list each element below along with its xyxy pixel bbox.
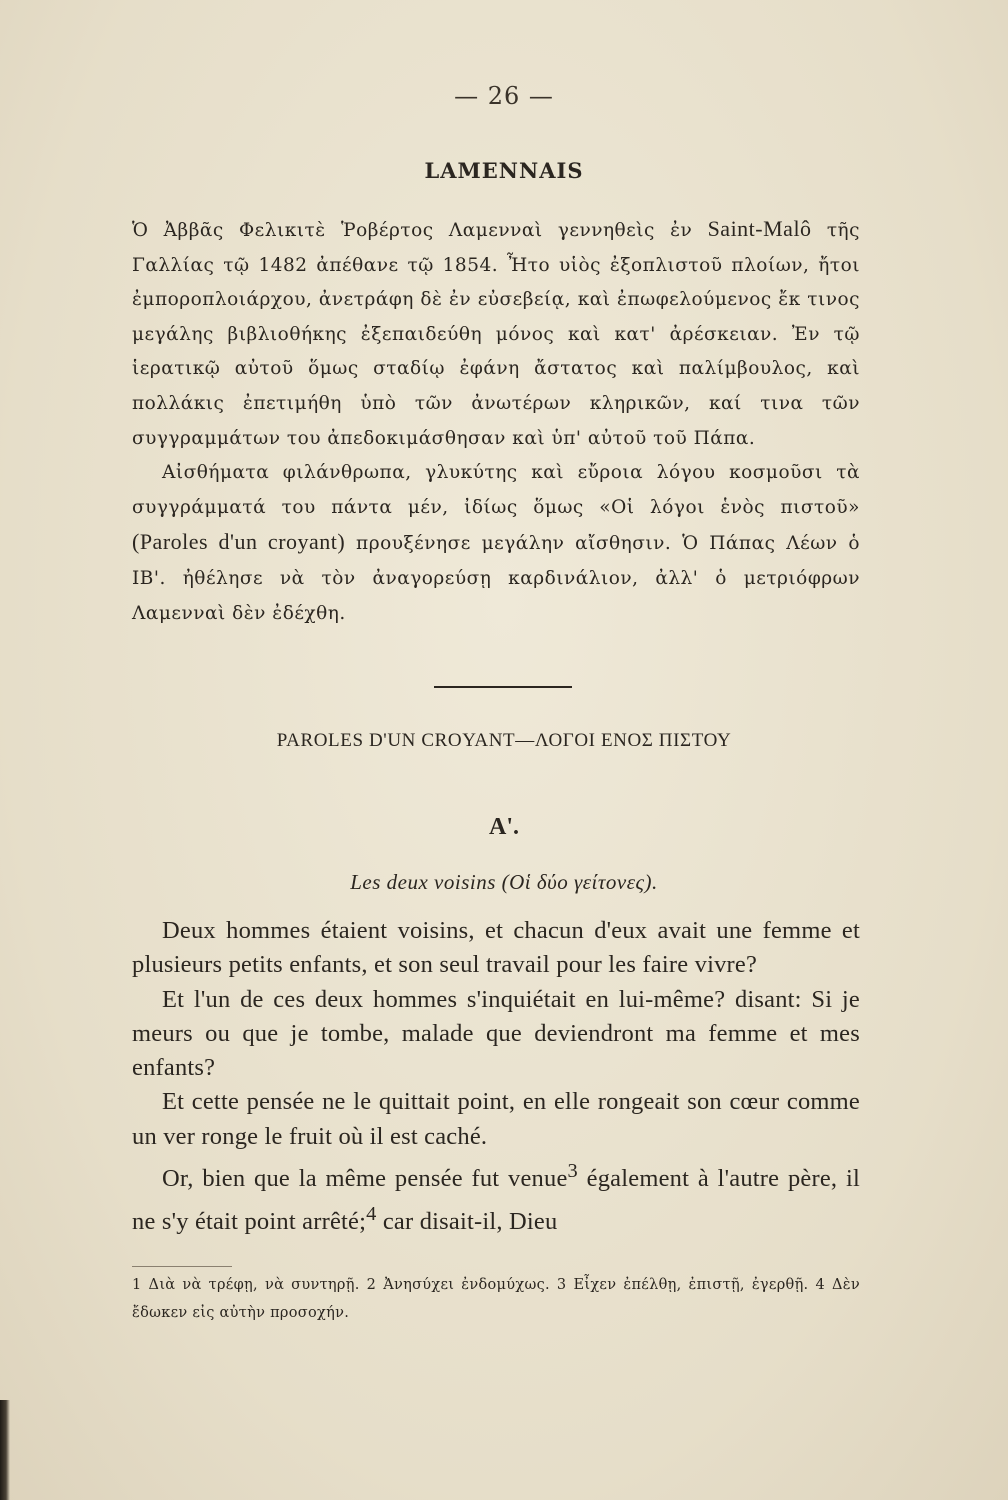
bio-p2-part2: προυξένησε μεγάλην αἴσθησιν. Ὁ Πάπας Λέων ὁ ΙΒ'. ἠθέλησε νὰ τὸν ἀναγορεύσῃ καρδινάλιον, ἀλλ' ὁ μετριόφρων Λαμενναὶ δὲν ἐδέχθη. (132, 533, 860, 624)
section-title: LAMENNAIS (424, 158, 584, 183)
bio-p2-part1: Αἰσθήματα φιλάνθρωπα, γλυκύτης καὶ εὔροια λόγου κοσμοῦσι τὰ συγγράμματά του πάντα μέν, ἰδίως ὅμως «Οἱ λόγοι ἑνὸς πιστοῦ» (132, 462, 860, 518)
french-paragraph: Et cette pensée ne le quittait point, en elle rongeait son cœur comme un ver ronge le fruit où il est caché. (132, 1088, 860, 1150)
footnote-ref-3: 3 (567, 1160, 578, 1183)
chapter-heading: Α'. (489, 814, 519, 840)
bio-paragraph-2 (132, 456, 860, 631)
french-paragraph: Deux hommes étaient voisins, et chacun d'eux avait une femme et plusieurs petits enfants, et son seul travail pour les faire vivre? (132, 917, 860, 979)
bio-p1-part1: Ὁ Ἀββᾶς Φελικιτὲ Ῥοβέρτος Λαμενναὶ γεννηθεὶς ἐν (132, 220, 708, 241)
work-title: PAROLES D'UN CROYANT—ΛΟΓΟΙ ΕΝΟΣ ΠΙΣΤΟΥ (276, 730, 732, 751)
bio-p2-latin: (Paroles d'un croyant) (132, 529, 346, 555)
french-last-part3: car disait-il, Dieu (376, 1207, 558, 1235)
biography-text (132, 212, 860, 631)
footnotes: 1 Διὰ νὰ τρέφῃ, νὰ συντηρῇ. 2 Ἀνησύχει ἐνδομύχως. 3 Εἶχεν ἐπέλθῃ, ἐπιστῇ, ἐγερθῇ. 4 Δὲν ἔδωκεν εἰς αὐτὴν προσοχήν. (132, 1277, 860, 1321)
page-number: — 26 — (454, 82, 554, 110)
page-edge-shadow (0, 1400, 10, 1500)
section-divider (434, 686, 572, 688)
chapter-subtitle: Les deux voisins (Οἱ δύο γείτονες). (350, 870, 658, 894)
bio-paragraph-1 (132, 212, 860, 456)
french-last-part2: également à l'autre père, il ne s'y était point arrêté; (132, 1165, 860, 1235)
footnote-ref-4: 4 (366, 1202, 377, 1225)
french-paragraph: Et l'un de ces deux hommes s'inquiétait en lui-même? disant: Si je meurs ou que je tombe, malade que deviendront ma femme et mes enfants? (132, 985, 860, 1082)
french-paragraph-last (132, 1154, 860, 1239)
french-text (132, 914, 860, 1239)
footnote-divider (132, 1266, 232, 1267)
bio-p1-part2: τῆς Γαλλίας τῷ 1482 ἀπέθανε τῷ 1854. Ἦτο υἱὸς ἐξοπλιστοῦ πλοίων, ἤτοι ἐμποροπλοιάρχου, ἀνετράφη δὲ ἐν εὐσεβείᾳ, καὶ ἐπωφελούμενος ἔκ τινος μεγάλης βιβλιοθήκης ἐξεπαιδεύθη μόνος καὶ κατ' ἀρέσκειαν. Ἐν τῷ ἱερατικῷ αὐτοῦ ὅμως σταδίῳ ἐφάνη ἄστατος καὶ παλίμβουλος, καὶ πολλάκις ἐπετιμήθη ὑπὸ τῶν ἀνωτέρων κληρικῶν, καί τινα τῶν συγγραμμάτων του ἀπεδοκιμάσθησαν καὶ ὑπ' αὐτοῦ τοῦ Πάπα. (132, 220, 860, 449)
french-last-part1: Or, bien que la même pensée fut venue (162, 1165, 568, 1193)
bio-p1-latin: Saint-Malô (707, 216, 812, 241)
